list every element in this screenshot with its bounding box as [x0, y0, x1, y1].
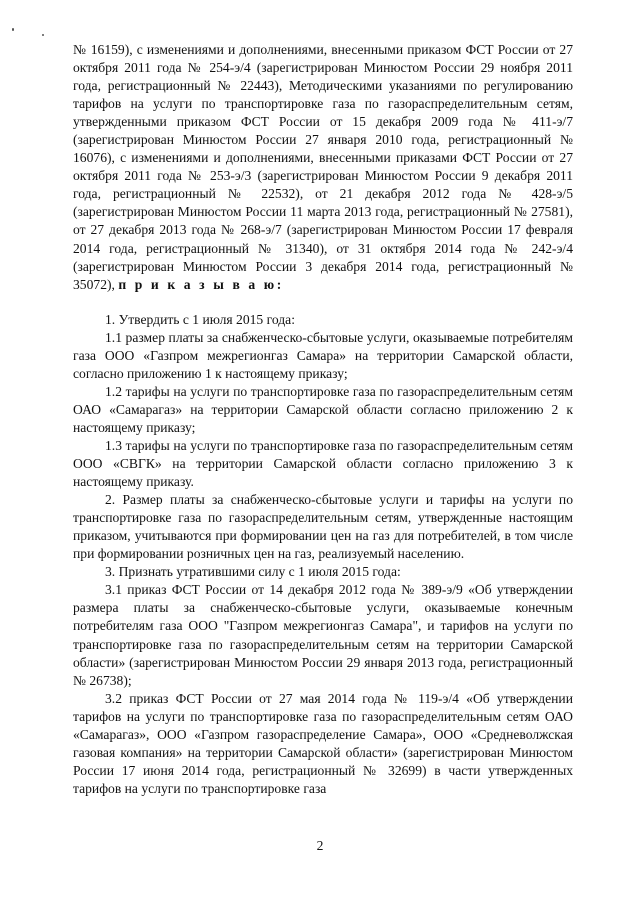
- scan-speck: [12, 28, 14, 31]
- clause-3-1: 3.1 приказ ФСТ России от 14 декабря 2012 года № 389-э/9 «Об утверждении размера платы за снабженческо-сбытовые услуги, оказываемые конечным потребителям газа ООО "Газпром межрегионгаз Самара", и тарифов на услуги по транспортировке газа по газораспределительным сетям на территории Самарской области» (зарегистрирован Минюстом России 29 января 2013 года, регистрационный № 26738);: [73, 582, 573, 688]
- scan-speck: [42, 34, 44, 36]
- clause-2: 2. Размер платы за снабженческо-сбытовые услуги и тарифы на услуги по транспортировке газа по газораспределительным сетям, утвержденные настоящим приказом, учитываются при формировании цен на газ для потребителей, в том числе при формировании розничных цен на газ, реализуемый населению.: [73, 492, 573, 562]
- intro-paragraph: [73, 41, 573, 294]
- clause-1-3: 1.3 тарифы на услуги по транспортировке газа по газораспределительным сетям ООО «СВГК» на территории Самарской области согласно приложению 3 к настоящему приказу.: [73, 437, 573, 490]
- order-word: п р и к а з ы в а ю:: [118, 276, 284, 292]
- page-number: 2: [316, 838, 324, 853]
- paragraph-gap: [73, 294, 573, 311]
- clause-1: 1. Утвердить с 1 июля 2015 года:: [105, 311, 295, 327]
- intro-text: № 16159), с изменениями и дополнениями, внесенными приказом ФСТ России от 27 октября 2011 года № 254-э/4 (зарегистрирован Минюстом России 29 ноября 2011 года, регистрационный № 22443), Методическими указаниями по регулированию тарифов на услуги по транспортировке газа по газораспределительным сетям, утвержденными приказом ФСТ России от 15 декабря 2009 года № 411-э/7 (зарегистрирован Минюстом России 27 января 2010 года, регистрационный № 16076), с изменениями и дополнениями, внесенными приказами ФСТ России от 27 октября 2011 года № 253-э/3 (зарегистрирован Минюстом России 9 декабря 2011 года, регистрационный № 22532), от 21 декабря 2012 года № 428-э/5 (зарегистрирован Минюстом России 11 марта 2013 года, регистрационный № 27581), от 27 декабря 2013 года № 268-э/7 (зарегистрирован Минюстом России 17 февраля 2014 года, регистрационный № 31340), от 31 октября 2014 года № 242-э/4 (зарегистрирован Минюстом России 3 декабря 2014 года, регистрационный № 35072),: [73, 42, 573, 292]
- document-body: [73, 41, 573, 798]
- clause-3: 3. Признать утратившими силу с 1 июля 2015 года:: [105, 564, 401, 580]
- clause-3-2: 3.2 приказ ФСТ России от 27 мая 2014 года № 119-э/4 «Об утверждении тарифов на услуги по транспортировке газа по газораспределительным сетям ОАО «Самарагаз», ООО «Газпром газораспределение Самара», ООО «Средневолжская газовая компания» на территории Самарской области» (зарегистрирован Минюстом России 17 июня 2014 года, регистрационный № 32699) в части утвержденных тарифов на услуги по транспортировке газа: [73, 690, 573, 796]
- clause-1-2: 1.2 тарифы на услуги по транспортировке газа по газораспределительным сетям ОАО «Самарагаз» на территории Самарской области согласно приложению 2 к настоящему приказу;: [73, 383, 573, 435]
- clause-1-1: 1.1 размер платы за снабженческо-сбытовые услуги, оказываемые потребителям газа ООО «Газпром межрегионгаз Самара» на территории Самарской области, согласно приложению 1 к настоящему приказу;: [73, 329, 573, 381]
